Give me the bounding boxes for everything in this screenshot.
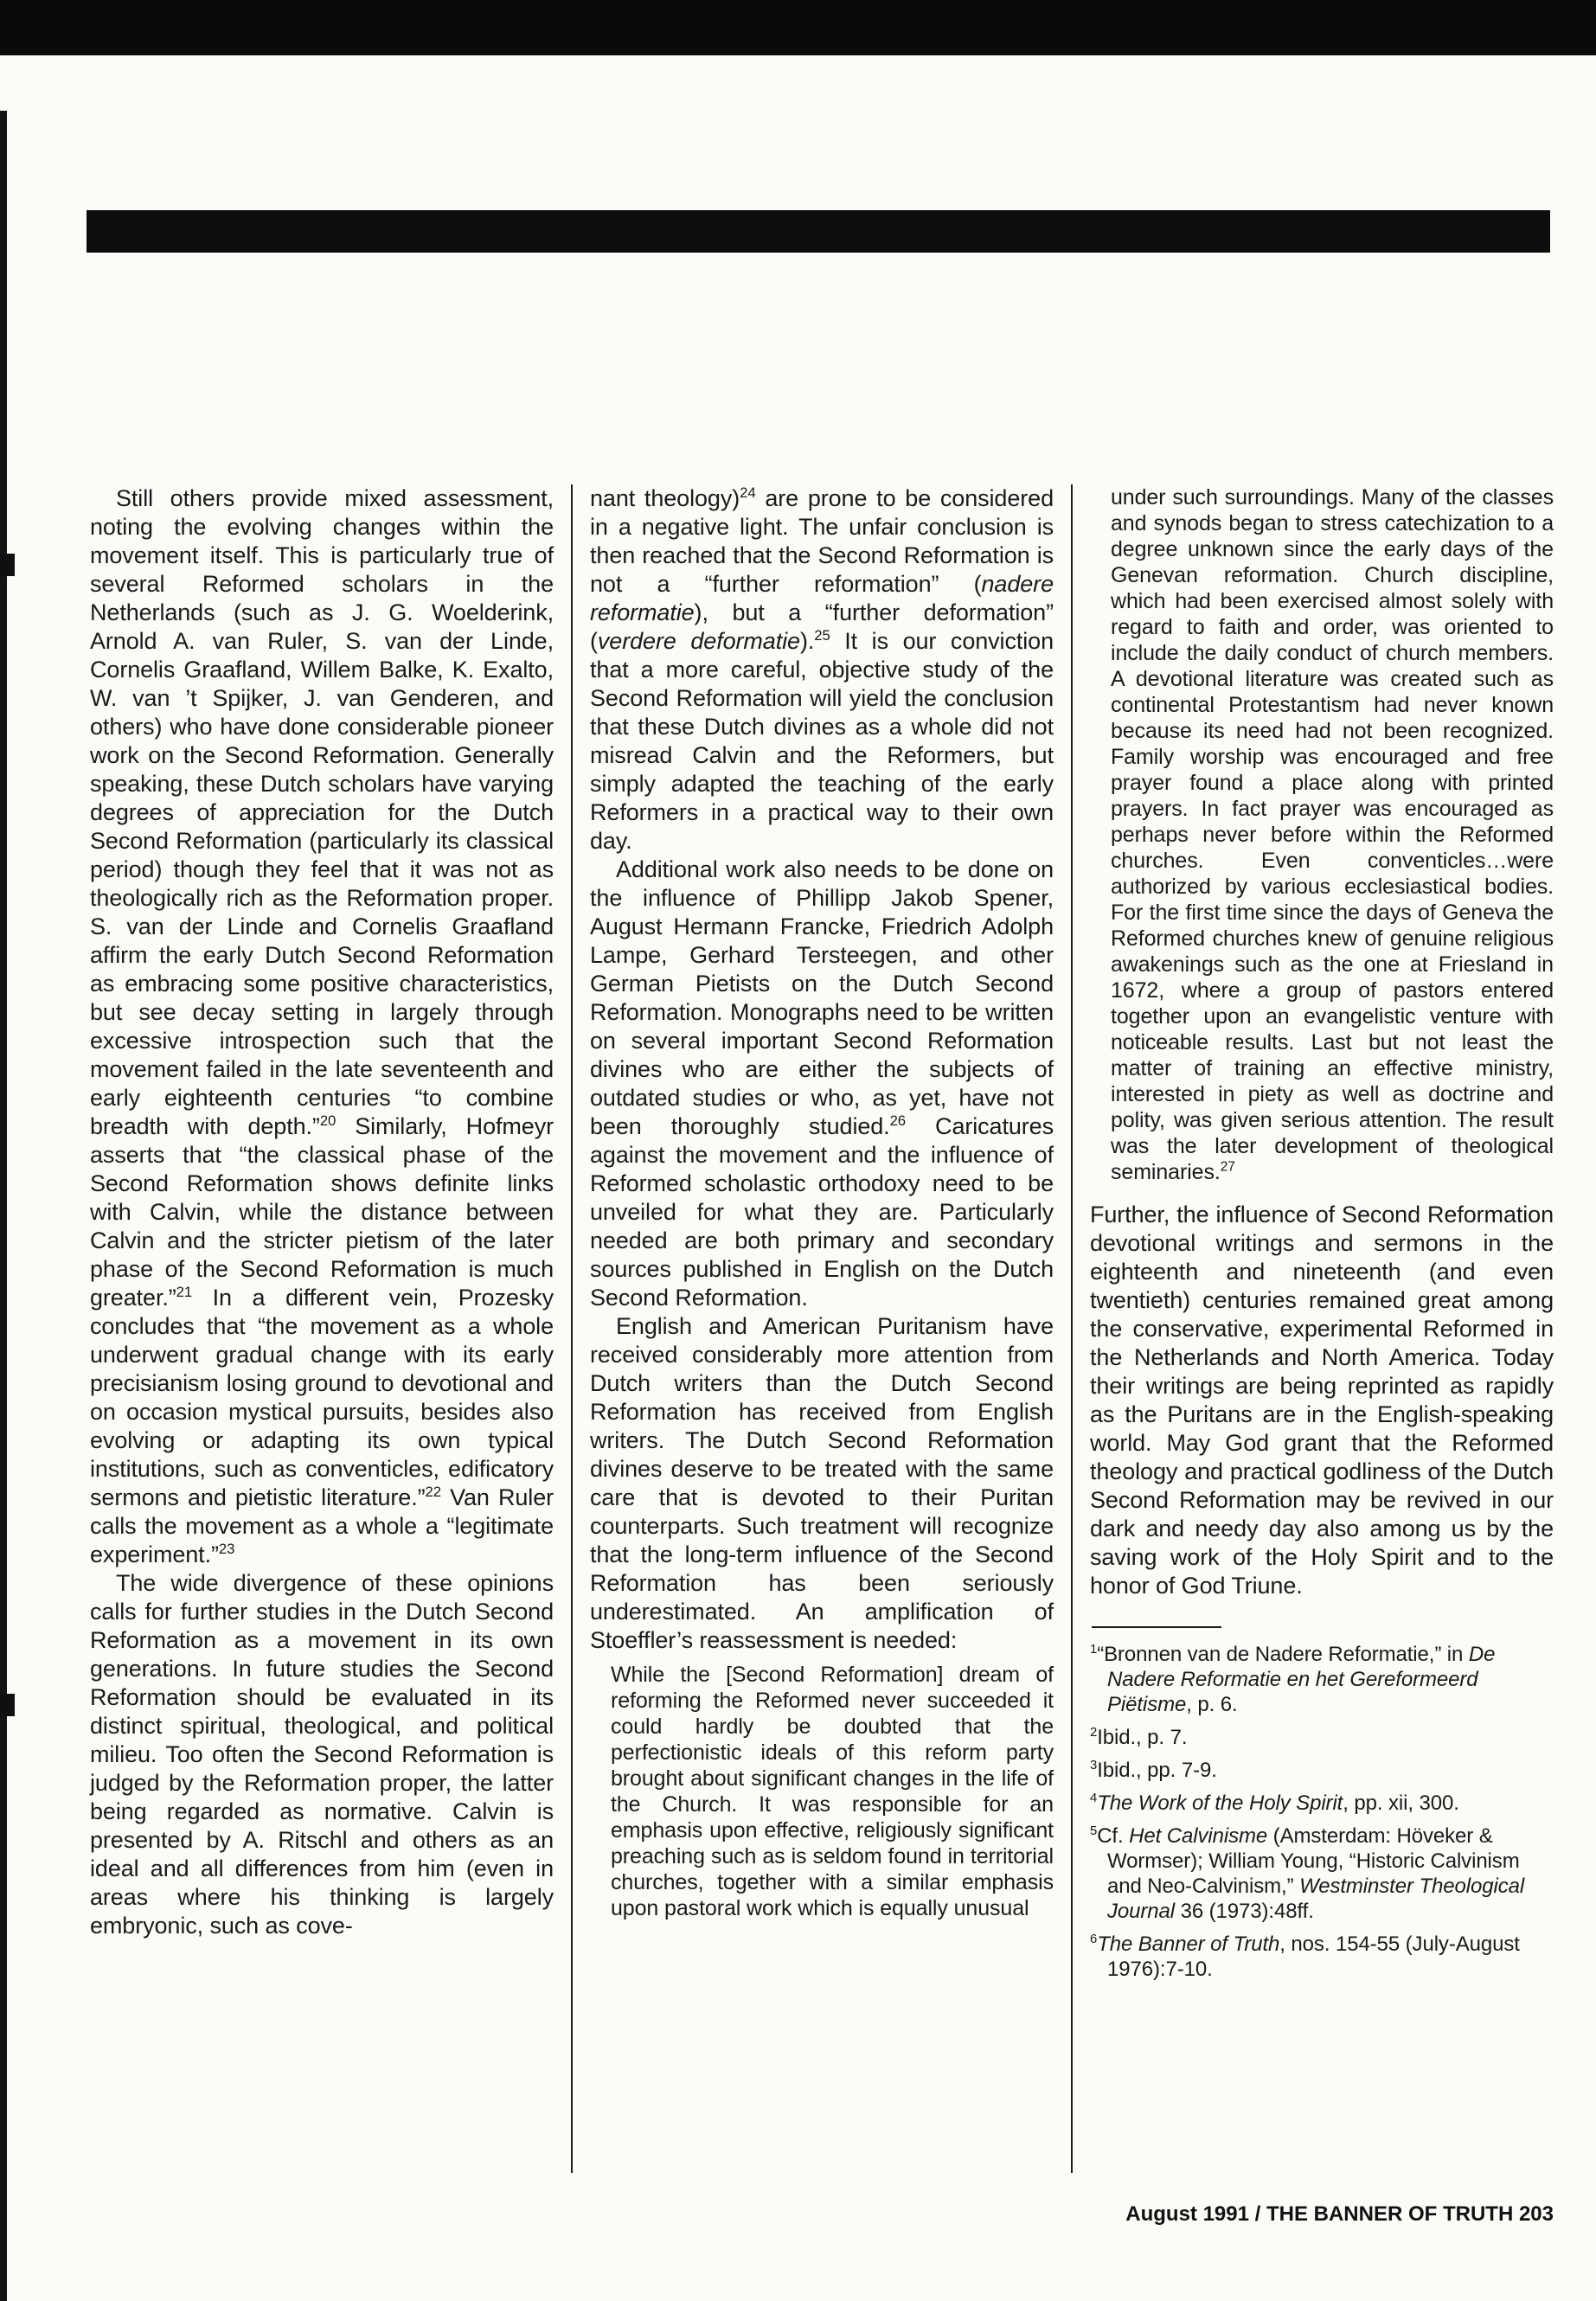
text-run: under such surroundings. Many of the classes and synods began to stress catechization to a degree unknown since the early days of the Genevan reformation. Church discipline, which had been exercised almost solely with regard to faith and order, was oriented to include the daily conduct of church members. A devotional literature was created such as continental Protestantism had never known because its need had not been recognized. Family worship was encouraged and free prayer found a place along with printed prayers. In fact prayer was encouraged as perhaps never before within the Reformed churches. Even conventicles…were authorized by various ecclesiastical bodies. For the first time since the days of Geneva the Reformed churches knew of genuine religious awakenings such as the one at Friesland in 1672, where a group of pastors entered together upon an evangelistic venture with noticeable results. Last but not least the matter of training an effective ministry, interested in piety as well as doctrine and polity, was given serious attention. The result was the later development of theological seminaries. <box>1111 485 1554 1184</box>
text-run: ). <box>799 628 815 654</box>
body-paragraph <box>1090 1201 1554 1600</box>
text-run: Caricatures against the movement and the influence of Reformed scholastic orthodoxy need to be unveiled for what they are. Particularly needed are both primary and secondary sources published in English on the Dutch Second Reformation. <box>590 1113 1054 1311</box>
footnote-reference: 4 <box>1090 1791 1098 1805</box>
text-run: The wide divergence of these opinions calls for further studies in the Dutch Second Reformation as a movement in its own generations. In future studies the Second Reformation should be evaluated in its distinct spiritual, theological, and political milieu. Too often the Second Reformation is judged by the Reformation proper, the latter being regarded as normative. Calvin is presented by A. Ritschl and others as an ideal and all differences from him (even in areas where his thinking is largely embryonic, such as cove- <box>90 1570 554 1939</box>
scan-edge-left-bar <box>0 111 7 2301</box>
footnote <box>1090 1758 1554 1783</box>
text-run: Van Ruler calls the movement as a whole a “legitimate experiment.” <box>90 1484 554 1567</box>
text-run: verdere deformatie <box>597 628 800 654</box>
footnote-reference: 23 <box>218 1541 235 1557</box>
footnote-reference: 21 <box>176 1284 193 1300</box>
body-paragraph <box>590 1312 1054 1655</box>
footnote <box>1090 1791 1554 1816</box>
block-quote <box>611 1662 1054 1921</box>
scan-edge-tick <box>0 554 15 576</box>
text-run: “Bronnen van de Nadere Reformatie,” in <box>1097 1643 1469 1666</box>
column-divider <box>571 484 573 2173</box>
footnote-reference: 20 <box>319 1112 337 1129</box>
footnote-rule <box>1092 1626 1221 1628</box>
column-3 <box>1090 484 1554 2173</box>
footnote-reference: 26 <box>889 1112 907 1129</box>
text-run: , pp. xii, 300. <box>1343 1791 1459 1815</box>
footnote-reference: 22 <box>425 1484 441 1500</box>
text-run: , nos. 154-55 (July-August 1976):7-10. <box>1107 1932 1520 1981</box>
footnote <box>1090 1725 1554 1750</box>
block-quote <box>1111 484 1554 1185</box>
text-run: English and American Puritanism have received considerably more attention from Dutch writers than the Dutch Second Reformation has received from English writers. The Dutch Second Reformation divines deserve to be treated with the same care that is devoted to their Puritan counterparts. Such treatment will recognize that the long-term influence of the Second Reformation has been seriously underestimated. An amplification of Stoeffler’s reassessment is needed: <box>590 1313 1054 1653</box>
text-run: While the [Second Reformation] dream of reforming the Reformed never succeeded it could hardly be doubted that the perfectionistic ideals of this reform party brought about significant changes in the life of the Church. It was responsible for an emphasis upon effective, religiously significant preaching such as is seldom found in territorial churches, together with a similar emphasis upon pastoral work which is equally unusual <box>611 1663 1054 1920</box>
body-paragraph <box>90 484 554 1569</box>
footnote <box>1090 1823 1554 1924</box>
text-run: Additional work also needs to be done on the influence of Phillipp Jakob Spener, August Hermann Francke, Friedrich Adolph Lampe, Gerhard Tersteegen, and other German Pietists on the Dutch Second Reformation. Monographs need to be written on several important Second Reformation divines who are either the subjects of outdated studies or who, as yet, have not been thoroughly studied. <box>590 856 1054 1139</box>
text-run: The Banner of Truth <box>1097 1932 1280 1956</box>
text-run: Cf. <box>1097 1824 1130 1848</box>
text-run: De Nadere Reformatie en het Gereformeerd Piëtisme <box>1107 1643 1496 1716</box>
text-run: Further, the influence of Second Reformation devotional writings and sermons in the eighteenth and nineteenth (and even twentieth) centuries remained great among the conservative, experimental Reformed in the Netherlands and North America. Today their writings are being reprinted as rapidly as the Puritans are in the English-speaking world. May God grant that the Reformed theology and practical godliness of the Dutch Second Reformation may be revived in our dark and needy day also among us by the saving work of the Holy Spirit and to the honor of God Triune. <box>1090 1202 1554 1599</box>
text-run: nadere reformatie <box>590 571 1054 625</box>
article-body <box>90 484 1554 2173</box>
page-footer <box>90 2202 1554 2227</box>
body-paragraph <box>590 856 1054 1312</box>
text-run: Similarly, Hofmeyr asserts that “the classical phase of the Second Reformation shows definite links with Calvin, while the distance between Calvin and the stricter pietism of the later phase of the Second Reformation is much greater.” <box>90 1113 554 1311</box>
text-run: Westminster Theological Journal <box>1107 1875 1525 1923</box>
footnote-reference: 5 <box>1090 1824 1098 1838</box>
footnote-reference: 25 <box>814 627 830 644</box>
text-run: Het Calvinisme <box>1129 1824 1268 1848</box>
text-run: are prone to be considered in a negative light. The unfair conclusion is then reached that the Second Reformation is not a “further reformation” ( <box>590 485 1054 597</box>
footnote-reference: 27 <box>1220 1159 1235 1175</box>
text-run: Still others provide mixed assessment, noting the evolving changes within the movement itself. This is particularly true of several Reformed scholars in the Netherlands (such as J. G. Woelderink, Arnold A. van Ruler, S. van der Linde, Cornelis Graafland, Willem Balke, K. Exalto, W. van ’t Spijker, J. van Genderen, and others) who have done considerable pioneer work on the Second Reformation. Generally speaking, these Dutch scholars have varying degrees of appreciation for the Dutch Second Reformation (particularly its classical period) though they feel that it was not as theologically rich as the Reformation proper. S. van der Linde and Cornelis Graafland affirm the early Dutch Second Reformation as embracing some positive characteristics, but see decay setting in largely through excessive introspection such that the movement failed in the late seventeenth and early eighteenth centuries “to combine breadth with depth.” <box>90 485 554 1139</box>
footnote-reference: 6 <box>1090 1932 1098 1946</box>
text-run: Ibid., p. 7. <box>1097 1726 1188 1749</box>
body-paragraph <box>590 484 1054 856</box>
text-run: nant theology) <box>590 485 740 511</box>
scan-edge-tick <box>0 1694 15 1716</box>
text-run: The Work of the Holy Spirit <box>1097 1791 1343 1815</box>
body-paragraph <box>90 1569 554 1940</box>
footnote <box>1090 1642 1554 1717</box>
text-run: ), but a “further deformation” ( <box>590 599 1054 654</box>
text-run: , p. 6. <box>1186 1693 1238 1716</box>
text-run: In a different vein, Prozesky concludes that “the movement as a whole underwent gradual change with its early precisianism losing ground to devotional and on occasion mystical pursuits, besides also evolving or adapting its own typical institutions, such as conventicles, edificatory sermons and pietistic literature.” <box>90 1285 554 1510</box>
footer-text: August 1991 / THE BANNER OF TRUTH 203 <box>1125 2202 1554 2226</box>
footnote <box>1090 1932 1554 1982</box>
footnote-reference: 1 <box>1090 1643 1098 1657</box>
text-run: 36 (1973):48ff. <box>1175 1900 1314 1923</box>
column-1 <box>90 484 554 2173</box>
scan-edge-top-bar <box>0 0 1596 55</box>
footnote-reference: 3 <box>1090 1759 1098 1772</box>
text-run: (Amsterdam: Höveker & Wormser); William Young, “Historic Calvinism and Neo-Calvinism,” <box>1107 1824 1520 1898</box>
column-divider <box>1071 484 1073 2173</box>
section-header-bar <box>87 210 1550 253</box>
footnote-reference: 24 <box>740 484 756 501</box>
column-2 <box>590 484 1054 2173</box>
text-run: Ibid., pp. 7-9. <box>1097 1759 1217 1782</box>
footnote-reference: 2 <box>1090 1726 1098 1740</box>
text-run: It is our conviction that a more careful, objective study of the Second Reformation will yield the conclusion that these Dutch divines as a whole did not misread Calvin and the Reformers, but simply adapted the teaching of the early Reformers in a practical way to their own day. <box>590 628 1054 854</box>
